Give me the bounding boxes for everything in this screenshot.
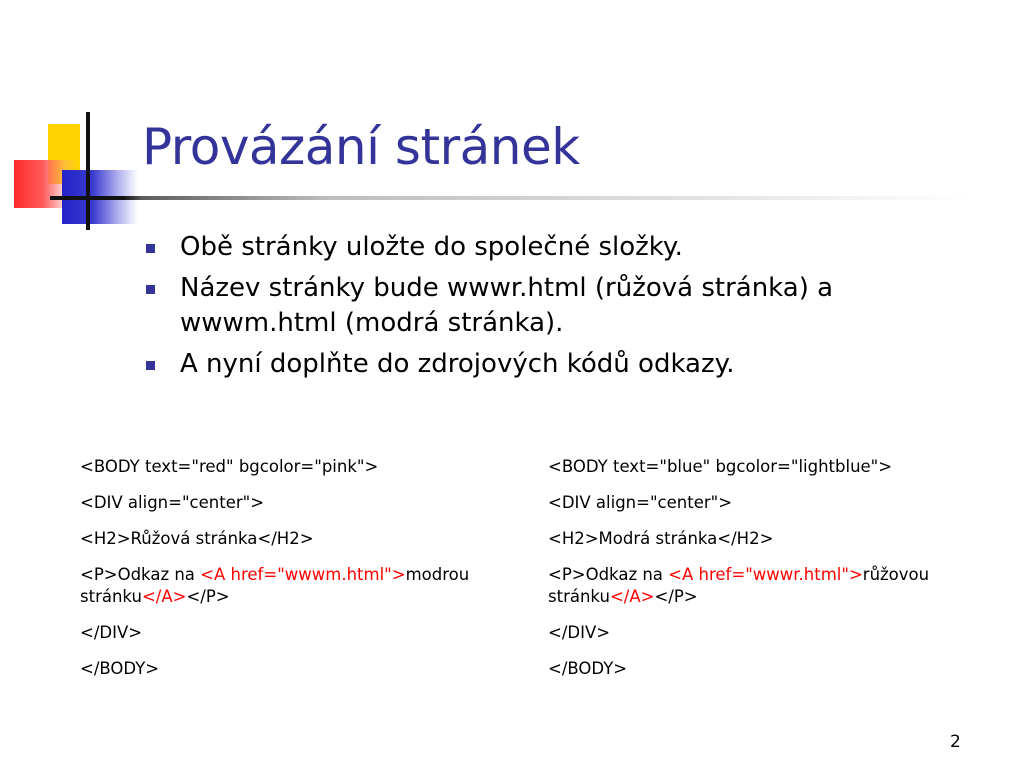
vertical-line-decoration	[86, 112, 90, 230]
code-line: <H2>Růžová stránka</H2>	[80, 529, 314, 548]
title-underline	[50, 196, 970, 200]
code-block-blue-page	[548, 456, 998, 694]
code-line: <BODY text="red" bgcolor="pink">	[80, 457, 379, 476]
code-text: <P>Odkaz na	[80, 565, 201, 584]
slide-title: Provázání stránek	[142, 118, 580, 176]
bullet-list	[146, 230, 946, 388]
bullet-item	[146, 271, 946, 341]
link-close-tag: </A>	[609, 587, 655, 606]
bullet-marker-icon	[146, 361, 155, 370]
bullet-marker-icon	[146, 285, 155, 294]
code-text: <P>Odkaz na	[548, 565, 669, 584]
code-line-link	[80, 564, 530, 608]
bullet-marker-icon	[146, 244, 155, 253]
code-line: </DIV>	[548, 623, 611, 642]
bullet-item	[146, 347, 946, 382]
code-text: </P>	[654, 587, 698, 606]
bullet-text: A nyní doplňte do zdrojových kódů odkazy.	[180, 349, 735, 379]
link-text: růžovou stránku	[548, 565, 930, 606]
bullet-text: Obě stránky uložte do společné složky.	[180, 232, 683, 262]
code-text: </P>	[186, 587, 230, 606]
code-line: <BODY text="blue" bgcolor="lightblue">	[548, 457, 893, 476]
link-text: modrou stránku	[80, 565, 470, 606]
code-line: </BODY>	[548, 659, 628, 678]
code-line-link	[548, 564, 998, 608]
code-block-pink-page	[80, 456, 530, 694]
link-close-tag: </A>	[141, 587, 187, 606]
page-number: 2	[950, 732, 961, 752]
bullet-item	[146, 230, 946, 265]
code-line: </BODY>	[80, 659, 160, 678]
bullet-text: Název stránky bude wwwr.html (růžová stránka) a wwwm.html (modrá stránka).	[180, 273, 834, 338]
link-open-tag: <A href="wwwr.html">	[668, 565, 863, 584]
code-line: </DIV>	[80, 623, 143, 642]
link-open-tag: <A href="wwwm.html">	[200, 565, 406, 584]
slide-logo-decoration	[0, 0, 140, 240]
code-line: <H2>Modrá stránka</H2>	[548, 529, 774, 548]
code-line: <DIV align="center">	[548, 493, 733, 512]
code-line: <DIV align="center">	[80, 493, 265, 512]
